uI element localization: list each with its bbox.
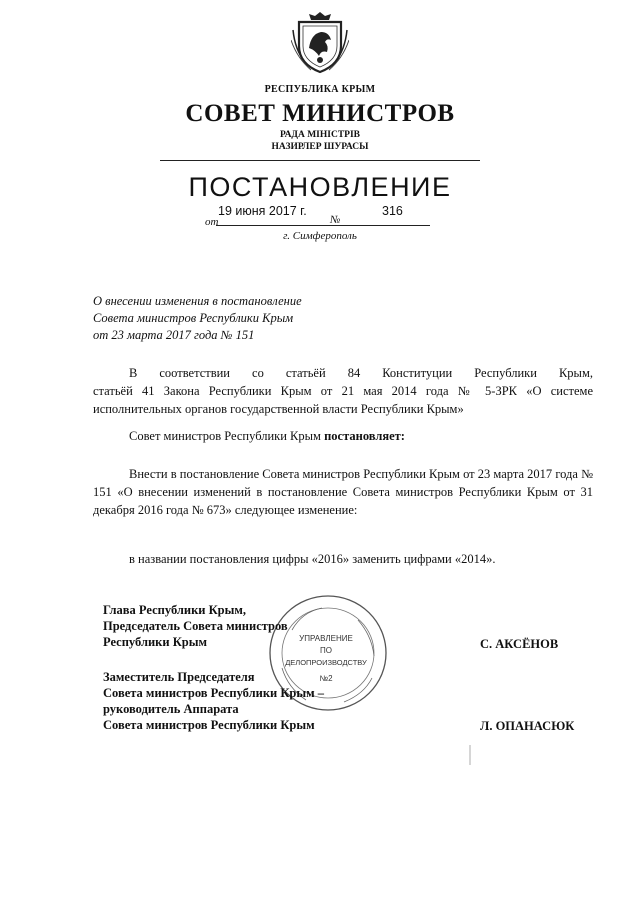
- signature-block-head: [103, 602, 288, 650]
- header-republic: РЕСПУБЛИКА КРЫМ: [264, 84, 376, 95]
- paragraph-first-line: В соответствии со статьёй 84 Конституции Республики Крым,: [129, 366, 593, 380]
- scan-artifact-mark: [466, 745, 474, 765]
- signatory-name-head: С. АКСЁНОВ: [480, 637, 559, 651]
- signatory-title-line: Заместитель Председателя: [103, 670, 255, 684]
- document-type: ПОСТАНОВЛЕНИЕ: [188, 172, 452, 202]
- signatory-title-line: Председатель Совета министров: [103, 619, 288, 633]
- header-council-crh: НАЗИРЛЕР ШУРАСЫ: [271, 142, 369, 152]
- header-council-ua: РАДА МІНІСТРІВ: [279, 130, 360, 140]
- header-divider: [160, 160, 480, 161]
- body-paragraph-change: в названии постановления цифры «2016» заменить цифрами «2014».: [129, 552, 496, 566]
- subject-line: Совета министров Республики Крым: [93, 311, 294, 325]
- stamp-line: ДЕЛОПРОИЗВОДСТВУ: [285, 658, 367, 667]
- signatory-title-line: Глава Республики Крым,: [103, 603, 247, 617]
- resolves-keyword: постановляет:: [324, 429, 405, 443]
- body-paragraph-legal-basis: [93, 364, 593, 418]
- date-prefix: от: [205, 216, 219, 228]
- date-underline: [216, 225, 430, 226]
- stamp-line: ПО: [320, 646, 332, 655]
- signatory-title-line: Совета министров Республики Крым: [103, 718, 315, 732]
- signatory-name-deputy: Л. ОПАНАСЮК: [480, 719, 575, 733]
- signatory-title-line: Совета министров Республики Крым –: [103, 686, 325, 700]
- header-council: СОВЕТ МИНИСТРОВ: [185, 100, 455, 127]
- body-paragraph-resolves: [129, 429, 405, 444]
- document-subject: [93, 293, 302, 344]
- stamp-line: УПРАВЛЕНИЕ: [299, 634, 353, 643]
- document-date: 19 июня 2017 г.: [218, 204, 307, 218]
- signatory-title-line: Республики Крым: [103, 635, 207, 649]
- coat-of-arms-icon: [291, 10, 349, 74]
- stamp-line: №2: [319, 674, 333, 683]
- body-paragraph-amendment: [93, 465, 593, 519]
- paragraph-text: Внести в постановление Совета министров Республики Крым от 23 марта 2017 года № 151 «О внесении изменений в постановление Совета министров Республики Крым от 31 декабря 2016 года № 673» следующее изменение:: [93, 467, 593, 517]
- document-city: г. Симферополь: [283, 230, 357, 242]
- paragraph-text: Совет министров Республики Крым: [129, 429, 325, 443]
- paragraph-rest: статьёй 41 Закона Республики Крым от 21 мая 2014 года № 5-ЗРК «О системе исполнительных органов государственной власти Республики Крым»: [93, 384, 593, 416]
- number-sign: №: [330, 214, 341, 226]
- signatory-title-line: руководитель Аппарата: [103, 702, 239, 716]
- subject-line: от 23 марта 2017 года № 151: [93, 328, 255, 342]
- document-number: 316: [382, 204, 403, 218]
- subject-line: О внесении изменения в постановление: [93, 294, 302, 308]
- signature-block-deputy: [103, 669, 324, 733]
